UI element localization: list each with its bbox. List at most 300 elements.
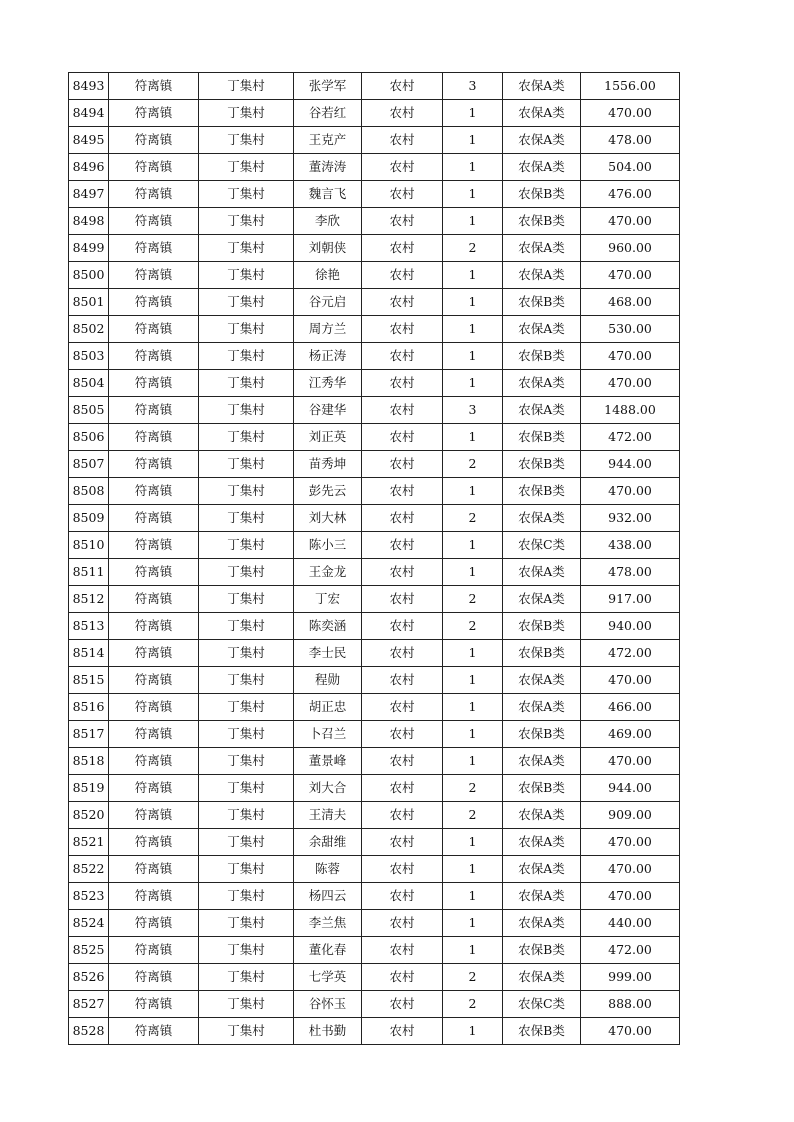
person-count-cell: 1 xyxy=(443,667,503,694)
amount-cell: 440.00 xyxy=(581,910,680,937)
person-count-cell: 1 xyxy=(443,127,503,154)
amount-cell: 960.00 xyxy=(581,235,680,262)
insurance-category-cell: 农保A类 xyxy=(503,370,581,397)
insurance-category-cell: 农保A类 xyxy=(503,154,581,181)
person-count-cell: 1 xyxy=(443,532,503,559)
table-row xyxy=(69,883,680,910)
amount-cell: 472.00 xyxy=(581,424,680,451)
person-count-cell: 1 xyxy=(443,910,503,937)
village-cell: 丁集村 xyxy=(199,775,294,802)
table-row xyxy=(69,802,680,829)
town-cell: 符离镇 xyxy=(109,991,199,1018)
town-cell: 符离镇 xyxy=(109,532,199,559)
insurance-category-cell: 农保B类 xyxy=(503,640,581,667)
insurance-category-cell: 农保A类 xyxy=(503,100,581,127)
town-cell: 符离镇 xyxy=(109,73,199,100)
village-cell: 丁集村 xyxy=(199,154,294,181)
row-number-cell: 8495 xyxy=(69,127,109,154)
insurance-category-cell: 农保B类 xyxy=(503,937,581,964)
person-count-cell: 1 xyxy=(443,856,503,883)
insurance-category-cell: 农保B类 xyxy=(503,208,581,235)
person-count-cell: 2 xyxy=(443,235,503,262)
town-cell: 符离镇 xyxy=(109,856,199,883)
insurance-category-cell: 农保A类 xyxy=(503,73,581,100)
amount-cell: 944.00 xyxy=(581,451,680,478)
person-count-cell: 2 xyxy=(443,802,503,829)
name-cell: 胡正忠 xyxy=(294,694,362,721)
person-count-cell: 1 xyxy=(443,262,503,289)
insurance-category-cell: 农保B类 xyxy=(503,775,581,802)
table-row xyxy=(69,316,680,343)
person-count-cell: 1 xyxy=(443,478,503,505)
town-cell: 符离镇 xyxy=(109,694,199,721)
name-cell: 陈小三 xyxy=(294,532,362,559)
name-cell: 谷建华 xyxy=(294,397,362,424)
person-count-cell: 1 xyxy=(443,559,503,586)
amount-cell: 470.00 xyxy=(581,1018,680,1045)
table-row xyxy=(69,559,680,586)
village-cell: 丁集村 xyxy=(199,1018,294,1045)
household-type-cell: 农村 xyxy=(362,775,443,802)
town-cell: 符离镇 xyxy=(109,100,199,127)
row-number-cell: 8527 xyxy=(69,991,109,1018)
table-row xyxy=(69,937,680,964)
amount-cell: 944.00 xyxy=(581,775,680,802)
village-cell: 丁集村 xyxy=(199,586,294,613)
row-number-cell: 8517 xyxy=(69,721,109,748)
name-cell: 杨四云 xyxy=(294,883,362,910)
table-row xyxy=(69,451,680,478)
name-cell: 苗秀坤 xyxy=(294,451,362,478)
amount-cell: 472.00 xyxy=(581,640,680,667)
row-number-cell: 8528 xyxy=(69,1018,109,1045)
insurance-category-cell: 农保A类 xyxy=(503,262,581,289)
name-cell: 余甜维 xyxy=(294,829,362,856)
household-type-cell: 农村 xyxy=(362,721,443,748)
town-cell: 符离镇 xyxy=(109,910,199,937)
person-count-cell: 1 xyxy=(443,883,503,910)
town-cell: 符离镇 xyxy=(109,505,199,532)
household-type-cell: 农村 xyxy=(362,856,443,883)
village-cell: 丁集村 xyxy=(199,100,294,127)
row-number-cell: 8509 xyxy=(69,505,109,532)
row-number-cell: 8513 xyxy=(69,613,109,640)
household-type-cell: 农村 xyxy=(362,154,443,181)
household-type-cell: 农村 xyxy=(362,991,443,1018)
household-type-cell: 农村 xyxy=(362,586,443,613)
household-type-cell: 农村 xyxy=(362,127,443,154)
person-count-cell: 1 xyxy=(443,937,503,964)
person-count-cell: 1 xyxy=(443,154,503,181)
village-cell: 丁集村 xyxy=(199,829,294,856)
name-cell: 徐艳 xyxy=(294,262,362,289)
row-number-cell: 8512 xyxy=(69,586,109,613)
amount-cell: 470.00 xyxy=(581,856,680,883)
insurance-category-cell: 农保B类 xyxy=(503,424,581,451)
table-row xyxy=(69,505,680,532)
village-cell: 丁集村 xyxy=(199,397,294,424)
household-type-cell: 农村 xyxy=(362,289,443,316)
insurance-category-cell: 农保B类 xyxy=(503,478,581,505)
household-type-cell: 农村 xyxy=(362,883,443,910)
amount-cell: 940.00 xyxy=(581,613,680,640)
household-type-cell: 农村 xyxy=(362,478,443,505)
household-type-cell: 农村 xyxy=(362,829,443,856)
village-cell: 丁集村 xyxy=(199,694,294,721)
town-cell: 符离镇 xyxy=(109,586,199,613)
table-row xyxy=(69,775,680,802)
household-type-cell: 农村 xyxy=(362,613,443,640)
table-row xyxy=(69,721,680,748)
insurance-category-cell: 农保B类 xyxy=(503,343,581,370)
amount-cell: 476.00 xyxy=(581,181,680,208)
table-row xyxy=(69,235,680,262)
household-type-cell: 农村 xyxy=(362,748,443,775)
name-cell: 谷怀玉 xyxy=(294,991,362,1018)
insurance-category-cell: 农保A类 xyxy=(503,802,581,829)
table-row xyxy=(69,370,680,397)
benefit-table xyxy=(68,72,680,1045)
household-type-cell: 农村 xyxy=(362,73,443,100)
name-cell: 王克产 xyxy=(294,127,362,154)
household-type-cell: 农村 xyxy=(362,181,443,208)
village-cell: 丁集村 xyxy=(199,181,294,208)
amount-cell: 478.00 xyxy=(581,559,680,586)
insurance-category-cell: 农保A类 xyxy=(503,910,581,937)
amount-cell: 909.00 xyxy=(581,802,680,829)
household-type-cell: 农村 xyxy=(362,559,443,586)
insurance-category-cell: 农保A类 xyxy=(503,397,581,424)
town-cell: 符离镇 xyxy=(109,262,199,289)
household-type-cell: 农村 xyxy=(362,343,443,370)
village-cell: 丁集村 xyxy=(199,424,294,451)
row-number-cell: 8506 xyxy=(69,424,109,451)
household-type-cell: 农村 xyxy=(362,397,443,424)
name-cell: 杨正涛 xyxy=(294,343,362,370)
row-number-cell: 8516 xyxy=(69,694,109,721)
town-cell: 符离镇 xyxy=(109,343,199,370)
insurance-category-cell: 农保A类 xyxy=(503,694,581,721)
amount-cell: 472.00 xyxy=(581,937,680,964)
row-number-cell: 8510 xyxy=(69,532,109,559)
amount-cell: 470.00 xyxy=(581,829,680,856)
name-cell: 谷若红 xyxy=(294,100,362,127)
row-number-cell: 8501 xyxy=(69,289,109,316)
household-type-cell: 农村 xyxy=(362,262,443,289)
name-cell: 董景峰 xyxy=(294,748,362,775)
insurance-category-cell: 农保B类 xyxy=(503,451,581,478)
row-number-cell: 8521 xyxy=(69,829,109,856)
village-cell: 丁集村 xyxy=(199,991,294,1018)
table-row xyxy=(69,343,680,370)
person-count-cell: 2 xyxy=(443,991,503,1018)
name-cell: 周方兰 xyxy=(294,316,362,343)
row-number-cell: 8522 xyxy=(69,856,109,883)
person-count-cell: 1 xyxy=(443,289,503,316)
table-row xyxy=(69,73,680,100)
amount-cell: 470.00 xyxy=(581,208,680,235)
person-count-cell: 1 xyxy=(443,316,503,343)
household-type-cell: 农村 xyxy=(362,802,443,829)
amount-cell: 468.00 xyxy=(581,289,680,316)
town-cell: 符离镇 xyxy=(109,181,199,208)
amount-cell: 530.00 xyxy=(581,316,680,343)
person-count-cell: 1 xyxy=(443,424,503,451)
village-cell: 丁集村 xyxy=(199,883,294,910)
household-type-cell: 农村 xyxy=(362,505,443,532)
name-cell: 陈奕涵 xyxy=(294,613,362,640)
row-number-cell: 8498 xyxy=(69,208,109,235)
household-type-cell: 农村 xyxy=(362,451,443,478)
village-cell: 丁集村 xyxy=(199,505,294,532)
table-row xyxy=(69,829,680,856)
village-cell: 丁集村 xyxy=(199,478,294,505)
name-cell: 陈蓉 xyxy=(294,856,362,883)
insurance-category-cell: 农保A类 xyxy=(503,883,581,910)
insurance-category-cell: 农保C类 xyxy=(503,991,581,1018)
village-cell: 丁集村 xyxy=(199,667,294,694)
name-cell: 程勋 xyxy=(294,667,362,694)
row-number-cell: 8493 xyxy=(69,73,109,100)
row-number-cell: 8515 xyxy=(69,667,109,694)
town-cell: 符离镇 xyxy=(109,775,199,802)
person-count-cell: 2 xyxy=(443,451,503,478)
town-cell: 符离镇 xyxy=(109,937,199,964)
table-row xyxy=(69,532,680,559)
table-row xyxy=(69,478,680,505)
insurance-category-cell: 农保B类 xyxy=(503,613,581,640)
village-cell: 丁集村 xyxy=(199,721,294,748)
row-number-cell: 8520 xyxy=(69,802,109,829)
row-number-cell: 8524 xyxy=(69,910,109,937)
town-cell: 符离镇 xyxy=(109,397,199,424)
household-type-cell: 农村 xyxy=(362,100,443,127)
name-cell: 张学军 xyxy=(294,73,362,100)
village-cell: 丁集村 xyxy=(199,289,294,316)
table-row xyxy=(69,424,680,451)
village-cell: 丁集村 xyxy=(199,208,294,235)
household-type-cell: 农村 xyxy=(362,910,443,937)
person-count-cell: 1 xyxy=(443,1018,503,1045)
name-cell: 杜书勤 xyxy=(294,1018,362,1045)
table-row xyxy=(69,100,680,127)
amount-cell: 470.00 xyxy=(581,343,680,370)
person-count-cell: 1 xyxy=(443,100,503,127)
insurance-category-cell: 农保A类 xyxy=(503,235,581,262)
town-cell: 符离镇 xyxy=(109,478,199,505)
name-cell: 李欣 xyxy=(294,208,362,235)
village-cell: 丁集村 xyxy=(199,559,294,586)
amount-cell: 470.00 xyxy=(581,262,680,289)
insurance-category-cell: 农保B类 xyxy=(503,181,581,208)
row-number-cell: 8523 xyxy=(69,883,109,910)
village-cell: 丁集村 xyxy=(199,802,294,829)
household-type-cell: 农村 xyxy=(362,370,443,397)
village-cell: 丁集村 xyxy=(199,937,294,964)
insurance-category-cell: 农保A类 xyxy=(503,964,581,991)
town-cell: 符离镇 xyxy=(109,667,199,694)
name-cell: 李兰焦 xyxy=(294,910,362,937)
amount-cell: 438.00 xyxy=(581,532,680,559)
row-number-cell: 8499 xyxy=(69,235,109,262)
village-cell: 丁集村 xyxy=(199,451,294,478)
person-count-cell: 2 xyxy=(443,964,503,991)
person-count-cell: 3 xyxy=(443,73,503,100)
name-cell: 董涛涛 xyxy=(294,154,362,181)
village-cell: 丁集村 xyxy=(199,532,294,559)
village-cell: 丁集村 xyxy=(199,343,294,370)
amount-cell: 469.00 xyxy=(581,721,680,748)
person-count-cell: 1 xyxy=(443,694,503,721)
amount-cell: 470.00 xyxy=(581,100,680,127)
person-count-cell: 2 xyxy=(443,586,503,613)
household-type-cell: 农村 xyxy=(362,235,443,262)
name-cell: 刘正英 xyxy=(294,424,362,451)
table-row xyxy=(69,856,680,883)
town-cell: 符离镇 xyxy=(109,316,199,343)
town-cell: 符离镇 xyxy=(109,640,199,667)
household-type-cell: 农村 xyxy=(362,316,443,343)
amount-cell: 1556.00 xyxy=(581,73,680,100)
insurance-category-cell: 农保B类 xyxy=(503,289,581,316)
town-cell: 符离镇 xyxy=(109,883,199,910)
table-row xyxy=(69,694,680,721)
person-count-cell: 1 xyxy=(443,748,503,775)
insurance-category-cell: 农保A类 xyxy=(503,856,581,883)
name-cell: 江秀华 xyxy=(294,370,362,397)
town-cell: 符离镇 xyxy=(109,235,199,262)
table-row xyxy=(69,640,680,667)
town-cell: 符离镇 xyxy=(109,208,199,235)
town-cell: 符离镇 xyxy=(109,451,199,478)
name-cell: 王金龙 xyxy=(294,559,362,586)
village-cell: 丁集村 xyxy=(199,748,294,775)
town-cell: 符离镇 xyxy=(109,802,199,829)
insurance-category-cell: 农保B类 xyxy=(503,1018,581,1045)
town-cell: 符离镇 xyxy=(109,424,199,451)
name-cell: 刘大合 xyxy=(294,775,362,802)
household-type-cell: 农村 xyxy=(362,694,443,721)
town-cell: 符离镇 xyxy=(109,829,199,856)
name-cell: 魏言飞 xyxy=(294,181,362,208)
town-cell: 符离镇 xyxy=(109,127,199,154)
row-number-cell: 8508 xyxy=(69,478,109,505)
insurance-category-cell: 农保A类 xyxy=(503,586,581,613)
table-row xyxy=(69,289,680,316)
row-number-cell: 8502 xyxy=(69,316,109,343)
village-cell: 丁集村 xyxy=(199,73,294,100)
table-body xyxy=(69,73,680,1045)
table-row xyxy=(69,613,680,640)
village-cell: 丁集村 xyxy=(199,262,294,289)
table-row xyxy=(69,748,680,775)
table-row xyxy=(69,181,680,208)
table-row xyxy=(69,586,680,613)
household-type-cell: 农村 xyxy=(362,208,443,235)
name-cell: 李士民 xyxy=(294,640,362,667)
insurance-category-cell: 农保A类 xyxy=(503,559,581,586)
person-count-cell: 1 xyxy=(443,181,503,208)
table-row xyxy=(69,964,680,991)
household-type-cell: 农村 xyxy=(362,964,443,991)
row-number-cell: 8518 xyxy=(69,748,109,775)
person-count-cell: 1 xyxy=(443,208,503,235)
amount-cell: 470.00 xyxy=(581,667,680,694)
town-cell: 符离镇 xyxy=(109,289,199,316)
row-number-cell: 8507 xyxy=(69,451,109,478)
person-count-cell: 1 xyxy=(443,343,503,370)
person-count-cell: 1 xyxy=(443,370,503,397)
village-cell: 丁集村 xyxy=(199,640,294,667)
household-type-cell: 农村 xyxy=(362,1018,443,1045)
village-cell: 丁集村 xyxy=(199,316,294,343)
table-row xyxy=(69,991,680,1018)
row-number-cell: 8504 xyxy=(69,370,109,397)
name-cell: 王清夫 xyxy=(294,802,362,829)
amount-cell: 888.00 xyxy=(581,991,680,1018)
village-cell: 丁集村 xyxy=(199,235,294,262)
person-count-cell: 3 xyxy=(443,397,503,424)
insurance-category-cell: 农保A类 xyxy=(503,748,581,775)
name-cell: 卜召兰 xyxy=(294,721,362,748)
amount-cell: 504.00 xyxy=(581,154,680,181)
name-cell: 丁宏 xyxy=(294,586,362,613)
amount-cell: 470.00 xyxy=(581,370,680,397)
village-cell: 丁集村 xyxy=(199,964,294,991)
person-count-cell: 2 xyxy=(443,505,503,532)
amount-cell: 999.00 xyxy=(581,964,680,991)
insurance-category-cell: 农保A类 xyxy=(503,829,581,856)
row-number-cell: 8494 xyxy=(69,100,109,127)
town-cell: 符离镇 xyxy=(109,370,199,397)
household-type-cell: 农村 xyxy=(362,532,443,559)
name-cell: 谷元启 xyxy=(294,289,362,316)
insurance-category-cell: 农保C类 xyxy=(503,532,581,559)
amount-cell: 466.00 xyxy=(581,694,680,721)
insurance-category-cell: 农保A类 xyxy=(503,505,581,532)
amount-cell: 470.00 xyxy=(581,748,680,775)
person-count-cell: 1 xyxy=(443,829,503,856)
insurance-category-cell: 农保A类 xyxy=(503,667,581,694)
amount-cell: 917.00 xyxy=(581,586,680,613)
name-cell: 刘朝侠 xyxy=(294,235,362,262)
insurance-category-cell: 农保A类 xyxy=(503,316,581,343)
village-cell: 丁集村 xyxy=(199,910,294,937)
town-cell: 符离镇 xyxy=(109,748,199,775)
town-cell: 符离镇 xyxy=(109,613,199,640)
person-count-cell: 2 xyxy=(443,775,503,802)
insurance-category-cell: 农保B类 xyxy=(503,721,581,748)
table-row xyxy=(69,127,680,154)
name-cell: 彭先云 xyxy=(294,478,362,505)
insurance-category-cell: 农保A类 xyxy=(503,127,581,154)
village-cell: 丁集村 xyxy=(199,613,294,640)
row-number-cell: 8496 xyxy=(69,154,109,181)
village-cell: 丁集村 xyxy=(199,856,294,883)
person-count-cell: 2 xyxy=(443,613,503,640)
row-number-cell: 8526 xyxy=(69,964,109,991)
row-number-cell: 8500 xyxy=(69,262,109,289)
person-count-cell: 1 xyxy=(443,640,503,667)
village-cell: 丁集村 xyxy=(199,127,294,154)
table-row xyxy=(69,1018,680,1045)
row-number-cell: 8503 xyxy=(69,343,109,370)
name-cell: 刘大林 xyxy=(294,505,362,532)
table-row xyxy=(69,397,680,424)
village-cell: 丁集村 xyxy=(199,370,294,397)
amount-cell: 932.00 xyxy=(581,505,680,532)
table-row xyxy=(69,262,680,289)
